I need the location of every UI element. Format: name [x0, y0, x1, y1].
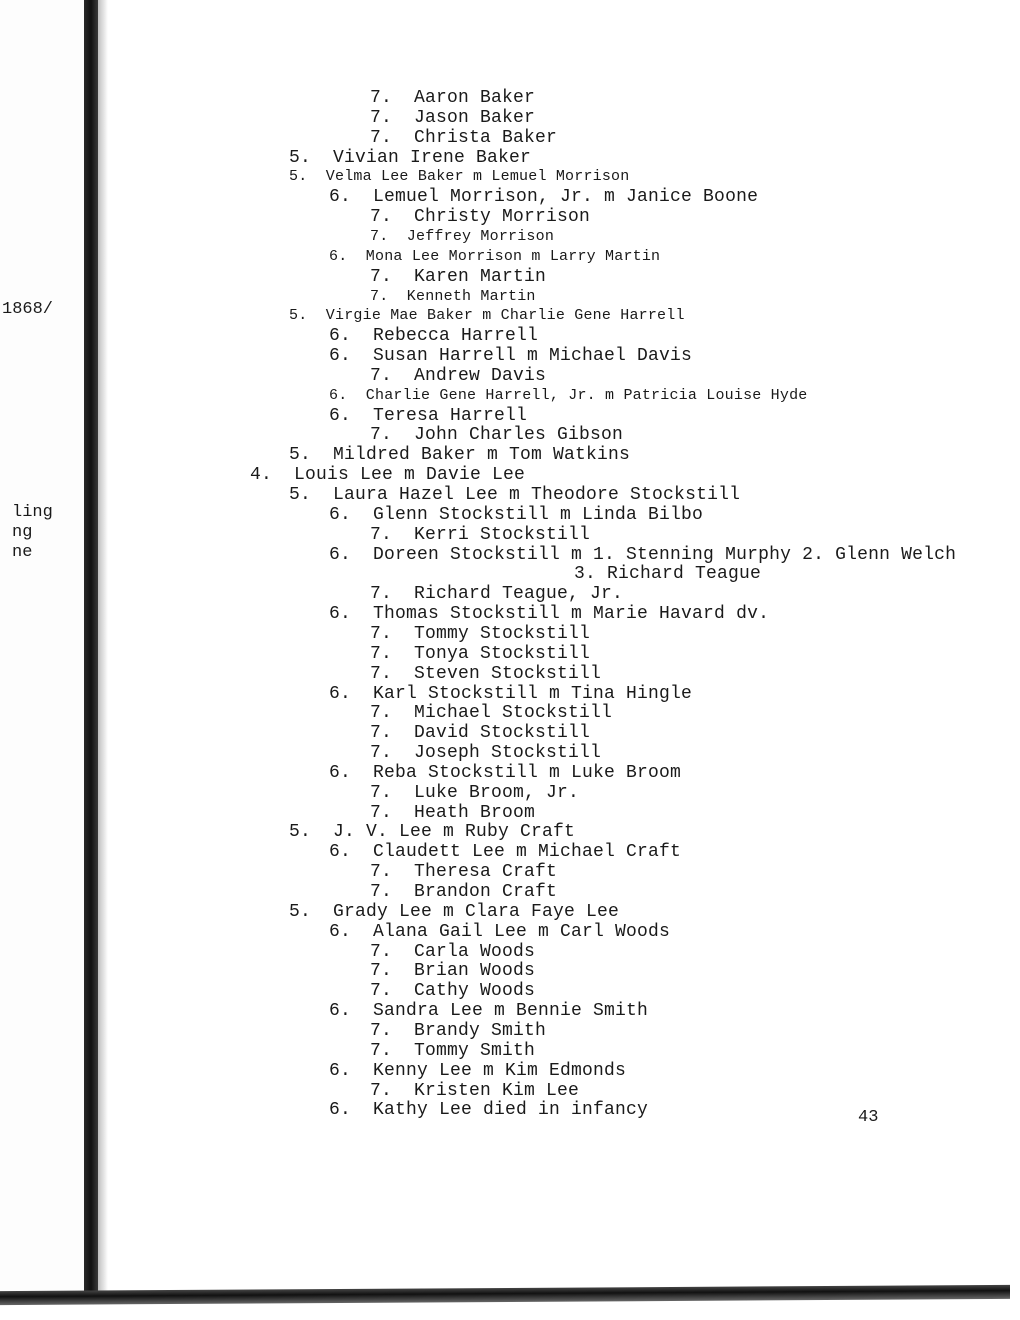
- genealogy-entry: 6. Mona Lee Morrison m Larry Martin: [329, 248, 661, 265]
- genealogy-entry: 6. Charlie Gene Harrell, Jr. m Patricia Louise Hyde: [329, 387, 808, 404]
- genealogy-entry: 7. Cathy Woods: [370, 981, 536, 1001]
- genealogy-entry: 7. Christa Baker: [370, 128, 558, 148]
- genealogy-entry: 5. Vivian Irene Baker: [289, 148, 532, 168]
- genealogy-entry: 7. Richard Teague, Jr.: [370, 584, 624, 604]
- genealogy-entry: 5. Grady Lee m Clara Faye Lee: [289, 902, 620, 922]
- genealogy-entry: 4. Louis Lee m Davie Lee: [250, 465, 526, 485]
- genealogy-entry: 5. Mildred Baker m Tom Watkins: [289, 445, 631, 465]
- genealogy-entry: 3. Richard Teague: [574, 564, 762, 584]
- genealogy-entry: 6. Alana Gail Lee m Carl Woods: [329, 922, 671, 942]
- genealogy-entry: 6. Susan Harrell m Michael Davis: [329, 346, 693, 366]
- genealogy-entry: 6. Glenn Stockstill m Linda Bilbo: [329, 505, 704, 525]
- genealogy-entry: 7. Joseph Stockstill: [370, 743, 602, 763]
- genealogy-entry: 7. Jason Baker: [370, 108, 536, 128]
- genealogy-entry: 5. Virgie Mae Baker m Charlie Gene Harrell: [289, 307, 685, 324]
- margin-fragment: ne: [12, 543, 33, 562]
- genealogy-entry: 7. Heath Broom: [370, 803, 536, 823]
- margin-fragment: 1868/: [2, 300, 54, 319]
- genealogy-entry: 6. Doreen Stockstill m 1. Stenning Murphy 2. Glenn Welch: [329, 545, 957, 565]
- genealogy-entry: 7. Tommy Stockstill: [370, 624, 591, 644]
- genealogy-entry: 6. Karl Stockstill m Tina Hingle: [329, 684, 693, 704]
- genealogy-entry: 6. Kathy Lee died in infancy: [329, 1100, 649, 1120]
- genealogy-entry: 7. Tonya Stockstill: [370, 644, 591, 664]
- genealogy-entry: 7. David Stockstill: [370, 723, 591, 743]
- page-bottom-edge: [0, 1285, 1010, 1305]
- genealogy-entry: 7. Aaron Baker: [370, 88, 536, 108]
- genealogy-entry: 7. Theresa Craft: [370, 862, 558, 882]
- genealogy-entry: 7. Michael Stockstill: [370, 703, 613, 723]
- genealogy-entry: 6. Claudett Lee m Michael Craft: [329, 842, 682, 862]
- genealogy-entry: 7. Carla Woods: [370, 942, 536, 962]
- genealogy-entry: 7. Steven Stockstill: [370, 664, 602, 684]
- genealogy-entry: 7. Kerri Stockstill: [370, 525, 591, 545]
- genealogy-entry: 6. Lemuel Morrison, Jr. m Janice Boone: [329, 187, 759, 207]
- margin-fragment: ling: [12, 503, 53, 522]
- genealogy-entry: 7. Kenneth Martin: [370, 288, 536, 305]
- genealogy-entry: 7. John Charles Gibson: [370, 425, 624, 445]
- genealogy-entry: 6. Rebecca Harrell: [329, 326, 539, 346]
- genealogy-entry: 5. Laura Hazel Lee m Theodore Stockstill: [289, 485, 741, 505]
- spine-shadow: [98, 0, 108, 1300]
- genealogy-entry: 7. Karen Martin: [370, 267, 547, 287]
- genealogy-entry: 5. J. V. Lee m Ruby Craft: [289, 822, 576, 842]
- genealogy-entry: 7. Kristen Kim Lee: [370, 1081, 580, 1101]
- page-number: 43: [858, 1108, 879, 1127]
- genealogy-entry: 6. Kenny Lee m Kim Edmonds: [329, 1061, 627, 1081]
- genealogy-entry: 7. Brian Woods: [370, 961, 536, 981]
- genealogy-entry: 6. Reba Stockstill m Luke Broom: [329, 763, 682, 783]
- genealogy-entry: 7. Luke Broom, Jr.: [370, 783, 580, 803]
- facing-page-strip: [0, 0, 84, 1300]
- genealogy-entry: 5. Velma Lee Baker m Lemuel Morrison: [289, 168, 630, 185]
- genealogy-entry: 7. Andrew Davis: [370, 366, 547, 386]
- genealogy-entry: 7. Brandon Craft: [370, 882, 558, 902]
- genealogy-entry: 6. Teresa Harrell: [329, 406, 528, 426]
- genealogy-entry: 6. Sandra Lee m Bennie Smith: [329, 1001, 649, 1021]
- genealogy-entry: 7. Jeffrey Morrison: [370, 228, 555, 245]
- book-spine: [84, 0, 98, 1300]
- margin-fragment: ng: [12, 523, 33, 542]
- genealogy-entry: 7. Christy Morrison: [370, 207, 591, 227]
- genealogy-entry: 7. Brandy Smith: [370, 1021, 547, 1041]
- genealogy-entry: 7. Tommy Smith: [370, 1041, 536, 1061]
- genealogy-entry: 6. Thomas Stockstill m Marie Havard dv.: [329, 604, 770, 624]
